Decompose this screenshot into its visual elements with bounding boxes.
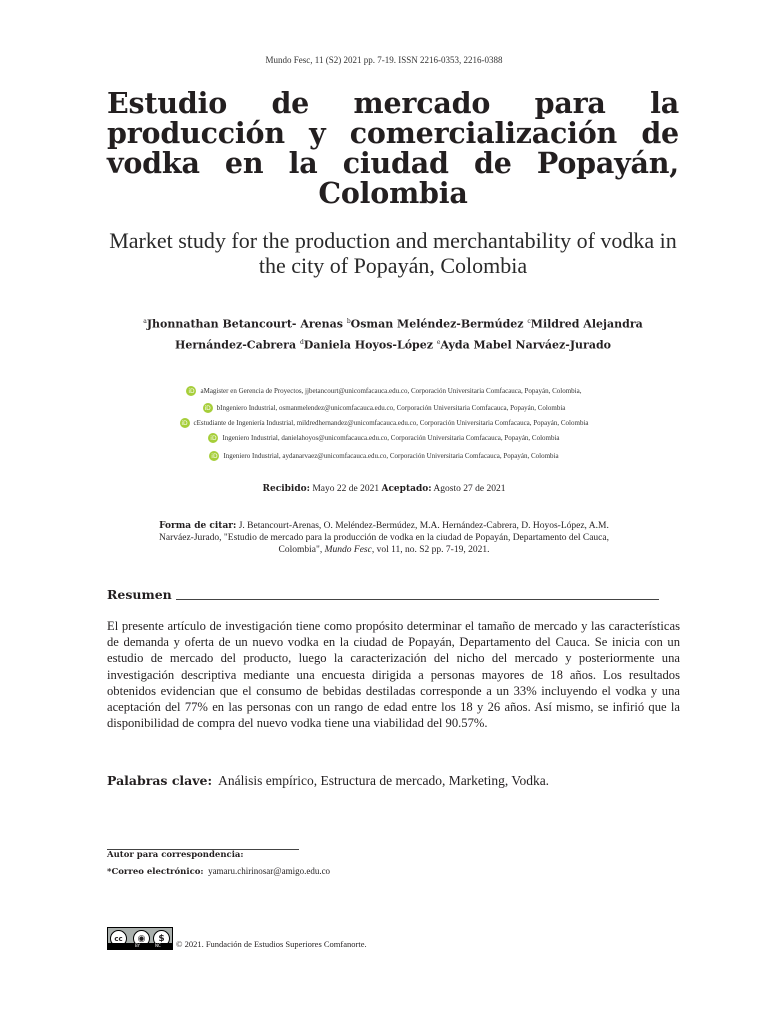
author-sup: c <box>527 318 531 325</box>
affiliation-text: bIngeniero Industrial, osmanmelendez@unicomfacauca.edu.co, Corporación Universitaria Comfacauca, Popayán, Colombia <box>216 404 566 412</box>
keywords <box>107 773 680 789</box>
email-label: *Correo electrónico: <box>107 867 204 877</box>
affiliation-b <box>0 401 768 415</box>
nc-icon: $ <box>153 930 170 947</box>
keywords-text: Análisis empírico, Estructura de mercado, Marketing, Vodka. <box>218 773 550 788</box>
orcid-icon[interactable]: iD <box>211 452 218 460</box>
email-address[interactable]: yamaru.chirinosar@amigo.edu.co <box>208 866 331 876</box>
author-name: Osman Meléndez-Bermúdez <box>350 317 524 331</box>
accepted-date: Agosto 27 de 2021 <box>433 484 506 494</box>
by-label: BY <box>135 943 140 948</box>
affiliation-text: aMagister en Gerencia de Proyectos, jjbetancourt@unicomfacauca.edu.co, Corporación Universitaria Comfacauca, Popayán, Colombia, <box>200 387 582 395</box>
publication-dates <box>0 484 768 494</box>
journal-header: Mundo Fesc, 11 (S2) 2021 pp. 7-19. ISSN 2216-0353, 2216-0388 <box>265 55 503 65</box>
affiliation-text: cEstudiante de Ingeniería Industrial, mildredhernandez@unicomfacauca.edu.co, Corporación Universitaria Comfacauca, Popayán, Colombia <box>193 419 589 427</box>
keywords-label: Palabras clave: <box>107 773 213 788</box>
citation-block <box>150 520 618 556</box>
author-sup: e <box>436 338 441 346</box>
received-date: Mayo 22 de 2021 <box>312 484 380 494</box>
copyright-notice: © 2021. Fundación de Estudios Superiores Comfanorte. <box>176 939 367 949</box>
citation-label: Forma de citar: <box>159 521 237 531</box>
license-strip <box>108 943 172 949</box>
author-name: Jhonnathan Betancourt- Arenas <box>146 317 343 331</box>
accepted-label: Aceptado: <box>381 484 432 494</box>
affiliation-c <box>0 416 768 430</box>
cc-license-badge[interactable] <box>107 927 173 950</box>
orcid-icon[interactable]: iD <box>181 419 188 427</box>
citation-journal: Mundo Fesc <box>324 545 372 555</box>
correspondence-email <box>107 866 330 877</box>
received-label: Recibido: <box>262 484 310 494</box>
author-sup: b <box>346 318 351 325</box>
author-sup: a <box>143 318 147 325</box>
affiliation-text: Ingeniero Industrial, danielahoyos@unicomfacauca.edu.co, Corporación Universitaria Comfacauca, Popayán, Colombia <box>222 434 560 442</box>
affiliation-e <box>0 449 768 463</box>
article-title: Estudio de mercado para la producción y comercialización de vodka en la ciudad de Popayán, Colombia <box>107 86 679 210</box>
affiliation-a <box>0 384 768 398</box>
author-list <box>108 313 678 354</box>
correspondence-label: Autor para correspondencia: <box>107 850 244 860</box>
cc-icon: cc <box>110 930 127 947</box>
citation-text-end: , vol 11, no. S2 pp. 7-19, 2021. <box>371 545 490 555</box>
citation-text: J. Betancourt-Arenas, O. Meléndez-Bermúdez, M.A. Hernández-Cabrera, D. Hoyos-López, A.M. Narváez-Jurado, "Estudio de mercado para la producción de vodka en la ciudad de Popayán, Departamento del Cauca, Colombia", <box>159 521 609 555</box>
orcid-icon[interactable]: iD <box>188 387 195 395</box>
orcid-icon[interactable]: iD <box>210 434 217 442</box>
author-name: Ayda Mabel Narváez-Jurado <box>440 338 611 352</box>
abstract-heading: Resumen <box>107 587 172 602</box>
abstract-rule <box>176 599 659 600</box>
affiliation-d <box>0 431 768 445</box>
nc-label: NC <box>155 943 161 948</box>
orcid-icon[interactable]: iD <box>204 404 211 412</box>
article-subtitle-english: Market study for the production and merchantability of vodka in the city of Popayán, Colombia <box>109 228 677 278</box>
author-name: Mildred Alejandra Hernández-Cabrera <box>175 317 643 352</box>
by-icon: ◉ <box>133 930 150 947</box>
affiliation-text: Ingeniero Industrial, aydanarvaez@unicomfacauca.edu.co, Corporación Universitaria Comfacauca, Popayán, Colombia <box>223 452 559 460</box>
abstract-text: El presente artículo de investigación tiene como propósito determinar el tamaño de mercado y las características de demanda y oferta de un nuevo vodka en la ciudad de Popayán, Departamento del Cauca. Se inicia con un estudio de mercado del producto, luego la caracterización del nicho del mercado y posteriormente una investigación descriptiva mediante una encuesta dirigida a personas mayores de 18 años. Los resultados obtenidos evidencian que el consumo de bebidas destiladas corresponde a un 33% incluyendo el vodka y una aceptación del 77% en las personas con un rango de edad entre los 18 y 26 años. Así mismo, se infirió que la disponibilidad de compra del nuevo vodka tiene una viabilidad del 90.57%. <box>107 619 680 731</box>
author-sup: d <box>299 338 304 346</box>
author-name: Daniela Hoyos-López <box>303 338 433 352</box>
